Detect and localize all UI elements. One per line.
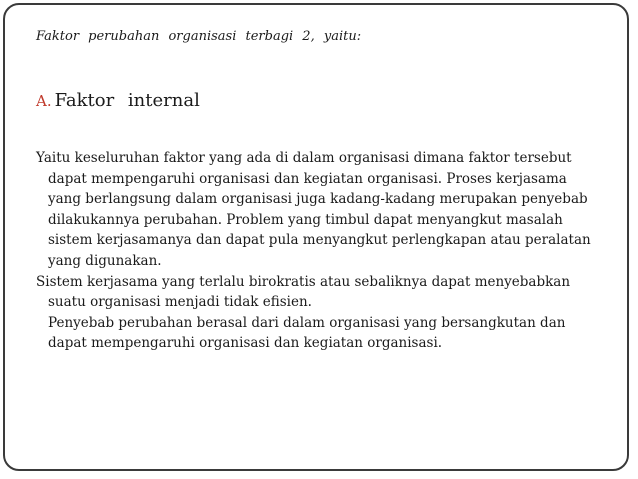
paragraph-cause: Penyebab perubahan berasal dari dalam organisasi yang bersangkutan dan dapat mempengaruhi organisasi dan kegiatan organisasi. xyxy=(48,314,566,352)
section-heading xyxy=(36,90,200,111)
heading-text: Faktor internal xyxy=(54,90,200,111)
paragraph-bureaucracy: Sistem kerjasama yang terlalu birokratis atau sebaliknya dapat menyebabkan suatu organisasi menjadi tidak efisien. xyxy=(36,273,571,311)
heading-marker: A. xyxy=(36,92,52,110)
slide-body xyxy=(36,148,596,354)
paragraph-definition: Yaitu keseluruhan faktor yang ada di dalam organisasi dimana faktor tersebut dapat mempengaruhi organisasi dan kegiatan organisasi. Proses kerjasama yang berlangsung dalam organisasi juga kadang-kadang merupakan penyebab dilakukannya perubahan. Problem yang timbul dapat menyangkut masalah sistem kerjasamanya dan dapat pula menyangkut perlengkapan atau peralatan yang digunakan. xyxy=(36,150,591,269)
slide-subtitle: Faktor perubahan organisasi terbagi 2, yaitu: xyxy=(36,29,362,44)
